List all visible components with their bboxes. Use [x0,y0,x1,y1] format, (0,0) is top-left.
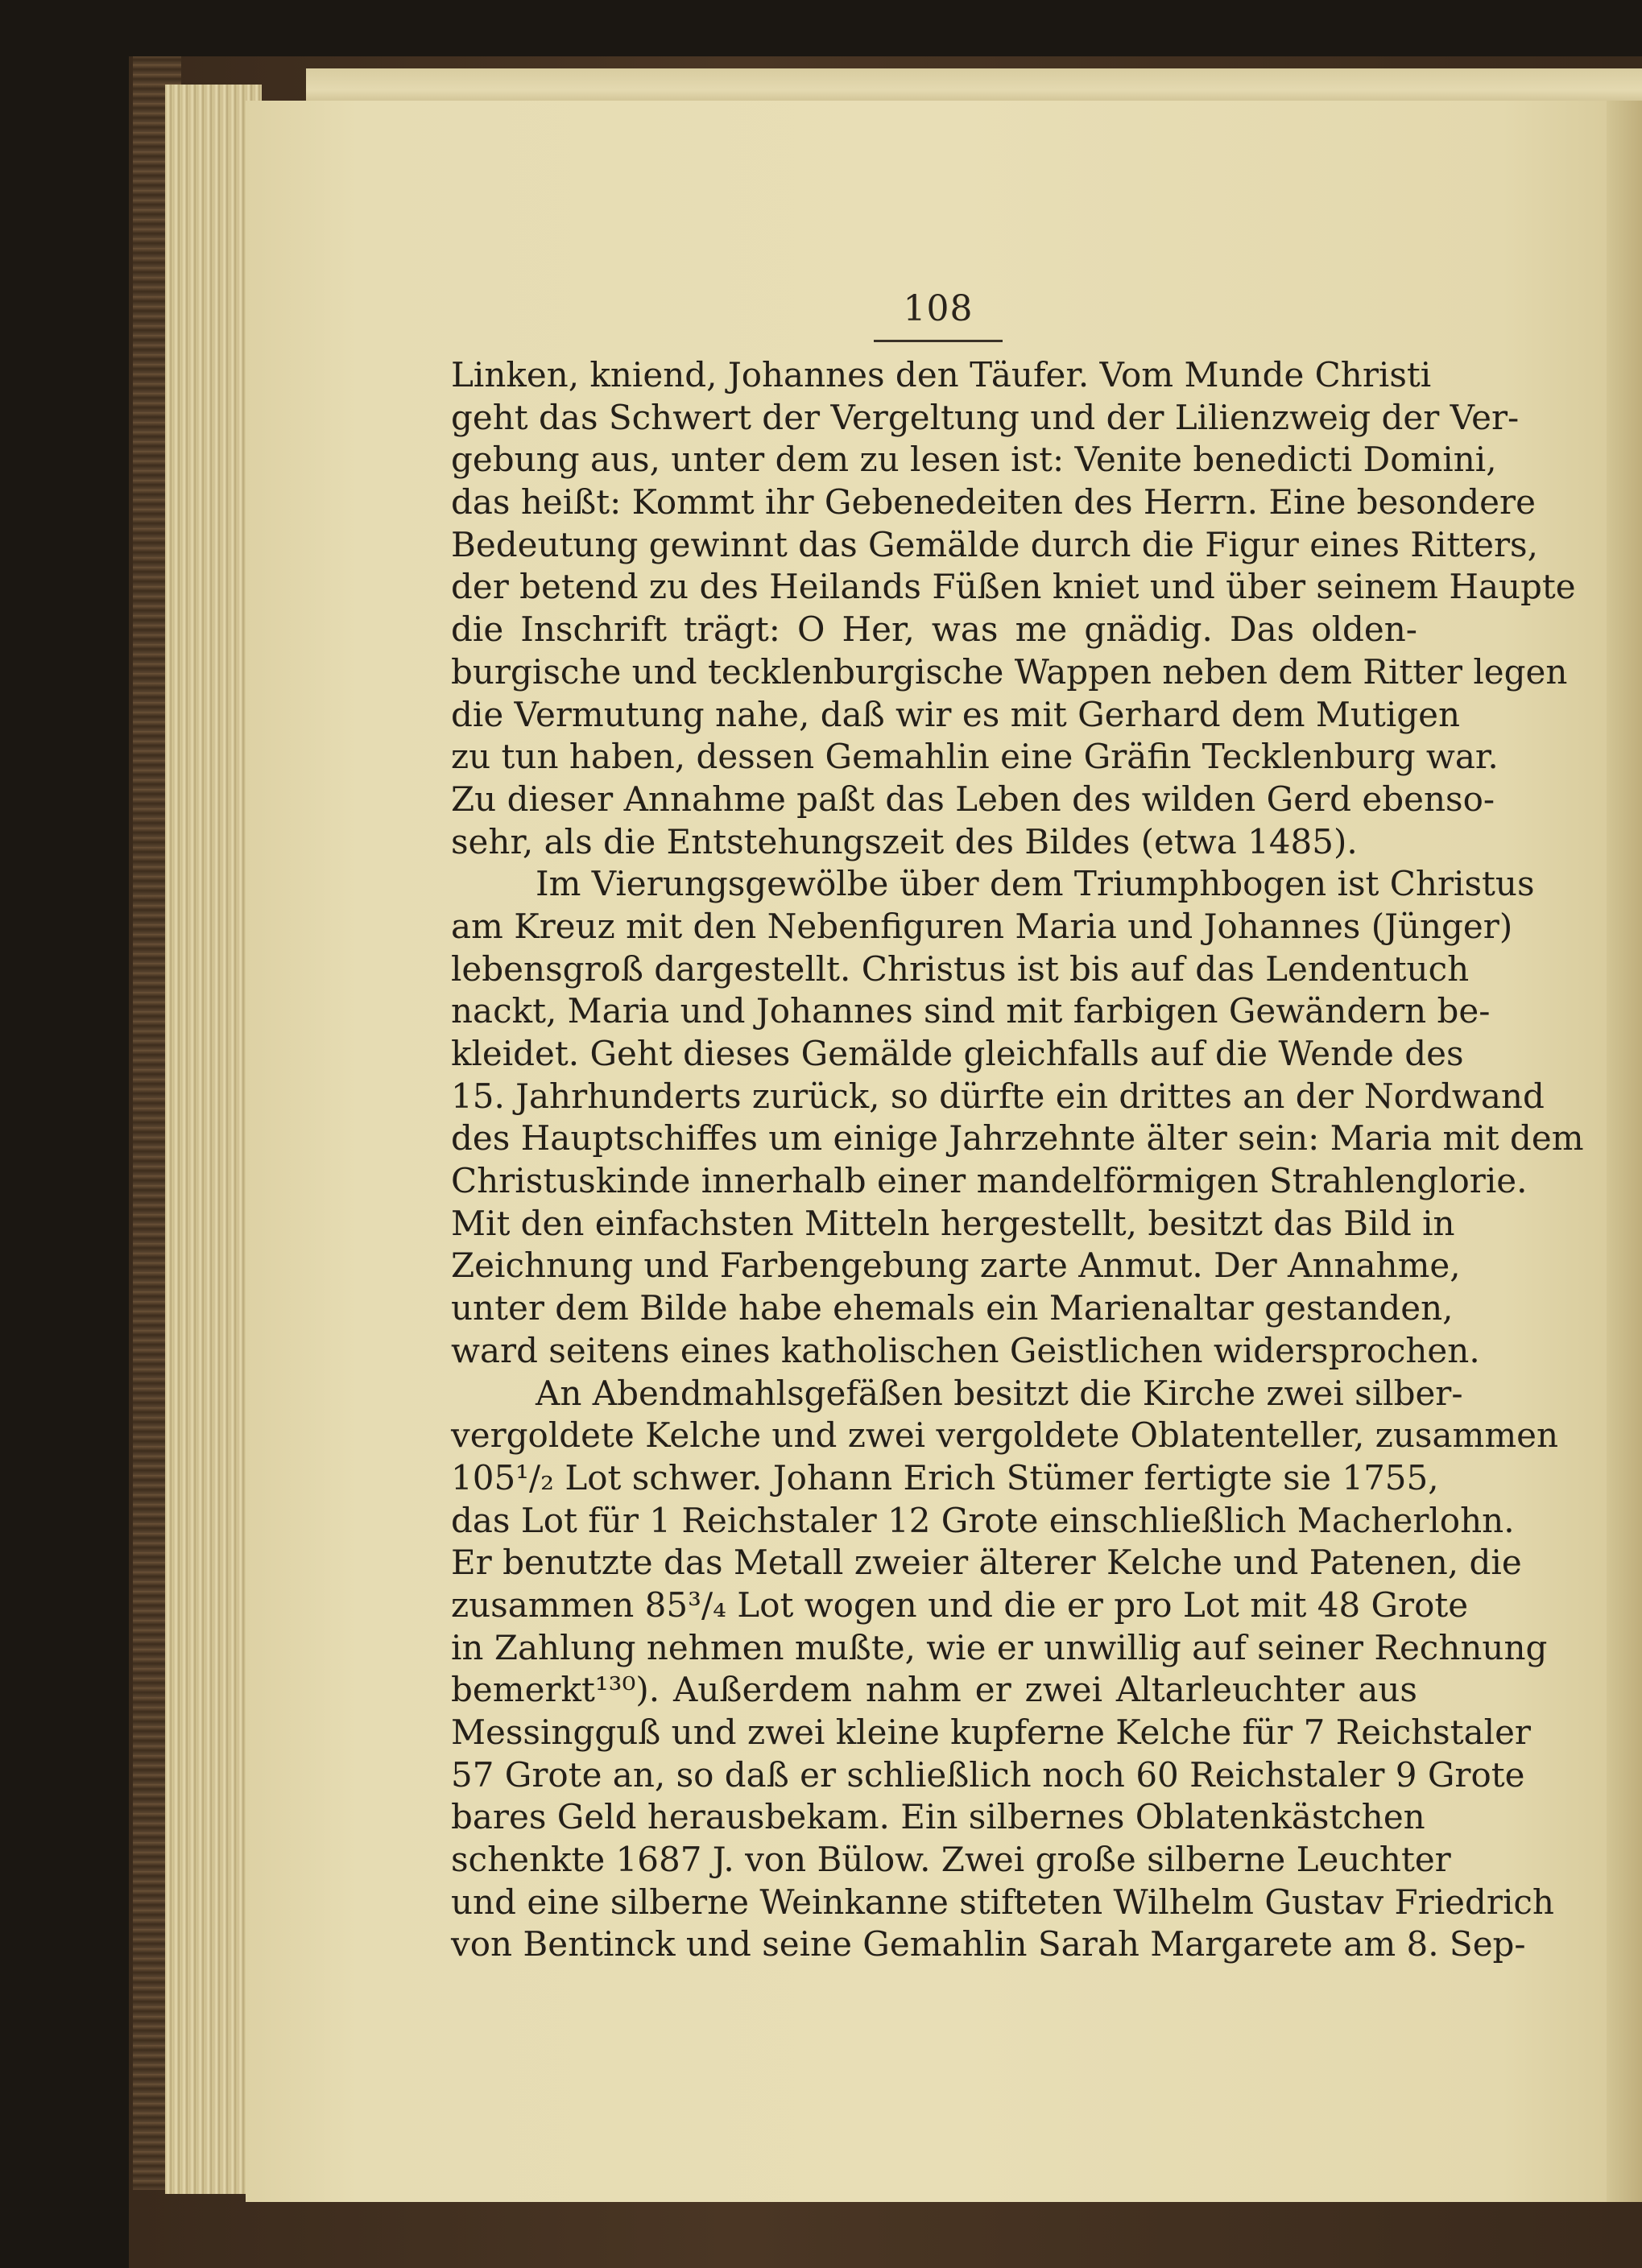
text-line: Im Vierungsgewölbe über dem Triumphbogen ist Christus [536,864,1535,904]
text-line: Linken, kniend, Johannes den Täufer. Vom Munde Christi [451,355,1432,395]
text-line: kleidet. Geht dieses Gemälde gleichfalls auf die Wende des [451,1034,1464,1073]
text-line: burgische und tecklenburgische Wappen neben dem Ritter legen [451,651,1568,692]
text-line: sehr, als die Entstehungszeit des Bildes (etwa 1485). [451,821,1358,861]
text-line: bares Geld herausbekam. Ein silbernes Oblatenkästchen [451,1797,1425,1837]
text-line: gebung aus, unter dem zu lesen ist: Venite benedicti Domini, [451,440,1497,480]
text-line: Mit den einfachsten Mitteln hergestellt, besitzt das Bild in [451,1203,1455,1243]
text-line: von Bentinck und seine Gemahlin Sarah Margarete am 8. Sep- [451,1924,1526,1964]
text-line: bemerkt¹³⁰). Außerdem nahm er zwei Altarleuchter aus [451,1670,1417,1710]
text-line: Zu dieser Annahme paßt das Leben des wilden Gerd ebenso- [451,779,1495,819]
text-line: vergoldete Kelche und zwei vergoldete Oblatenteller, zusammen [451,1415,1559,1456]
text-line: nackt, Maria und Johannes sind mit farbigen Gewändern be- [451,991,1491,1031]
text-line: zu tun haben, dessen Gemahlin eine Gräfin Tecklenburg war. [451,737,1499,777]
text-line: 15. Jahrhunderts zurück, so dürfte ein drittes an der Nordwand [451,1076,1545,1116]
text-line: ward seitens eines katholischen Geistlichen widersprochen. [451,1330,1480,1370]
text-line: die Vermutung nahe, daß wir es mit Gerhard dem Mutigen [451,694,1461,734]
body-text [451,354,1584,1966]
text-line: unter dem Bilde habe ehemals ein Marienaltar gestanden, [451,1288,1454,1328]
text-line: am Kreuz mit den Nebenfiguren Maria und Johannes (Jünger) [451,906,1513,946]
text-line: der betend zu des Heilands Füßen kniet und über seinem Haupte [451,567,1576,607]
text-line: das Lot für 1 Reichstaler 12 Grote einschließlich Macherlohn. [451,1500,1515,1540]
page-number: 108 [903,288,974,329]
text-line: 105¹/₂ Lot schwer. Johann Erich Stümer fertigte sie 1755, [451,1457,1439,1498]
text-line: die Inschrift trägt: O Her, was me gnädig. Das olden- [451,609,1417,650]
text-line: Zeichnung und Farbengebung zarte Anmut. Der Annahme, [451,1246,1461,1286]
text-line: Messingguß und zwei kleine kupferne Kelche für 7 Reichstaler [451,1712,1532,1752]
text-line: in Zahlung nehmen mußte, wie er unwillig auf seiner Rechnung [451,1627,1548,1667]
text-line: schenkte 1687 J. von Bülow. Zwei große silberne Leuchter [451,1840,1451,1880]
text-line: Er benutzte das Metall zweier älterer Kelche und Patenen, die [451,1543,1522,1583]
text-line: Christuskinde innerhalb einer mandelförmigen Strahlenglorie. [451,1161,1528,1201]
text-line: geht das Schwert der Vergeltung und der Lilienzweig der Ver- [451,397,1520,437]
page-number-rule [874,340,1003,342]
top-page-edge [306,68,1642,105]
text-line: des Hauptschiffes um einige Jahrzehnte älter sein: Maria mit dem [451,1118,1584,1159]
text-line: lebensgroß dargestellt. Christus ist bis auf das Lendentuch [451,948,1470,989]
text-line: und eine silberne Weinkanne stifteten Wilhelm Gustav Friedrich [451,1882,1554,1922]
next-leaf-edge [1607,101,1642,2202]
text-line: Bedeutung gewinnt das Gemälde durch die Figur eines Ritters, [451,524,1538,564]
text-line: das heißt: Kommt ihr Gebenedeiten des Herrn. Eine besondere [451,482,1536,523]
text-line: 57 Grote an, so daß er schließlich noch 60 Reichstaler 9 Grote [451,1754,1525,1795]
text-line: An Abendmahlsgefäßen besitzt die Kirche zwei silber- [536,1373,1463,1413]
text-line: zusammen 85³/₄ Lot wogen und die er pro Lot mit 48 Grote [451,1584,1469,1625]
